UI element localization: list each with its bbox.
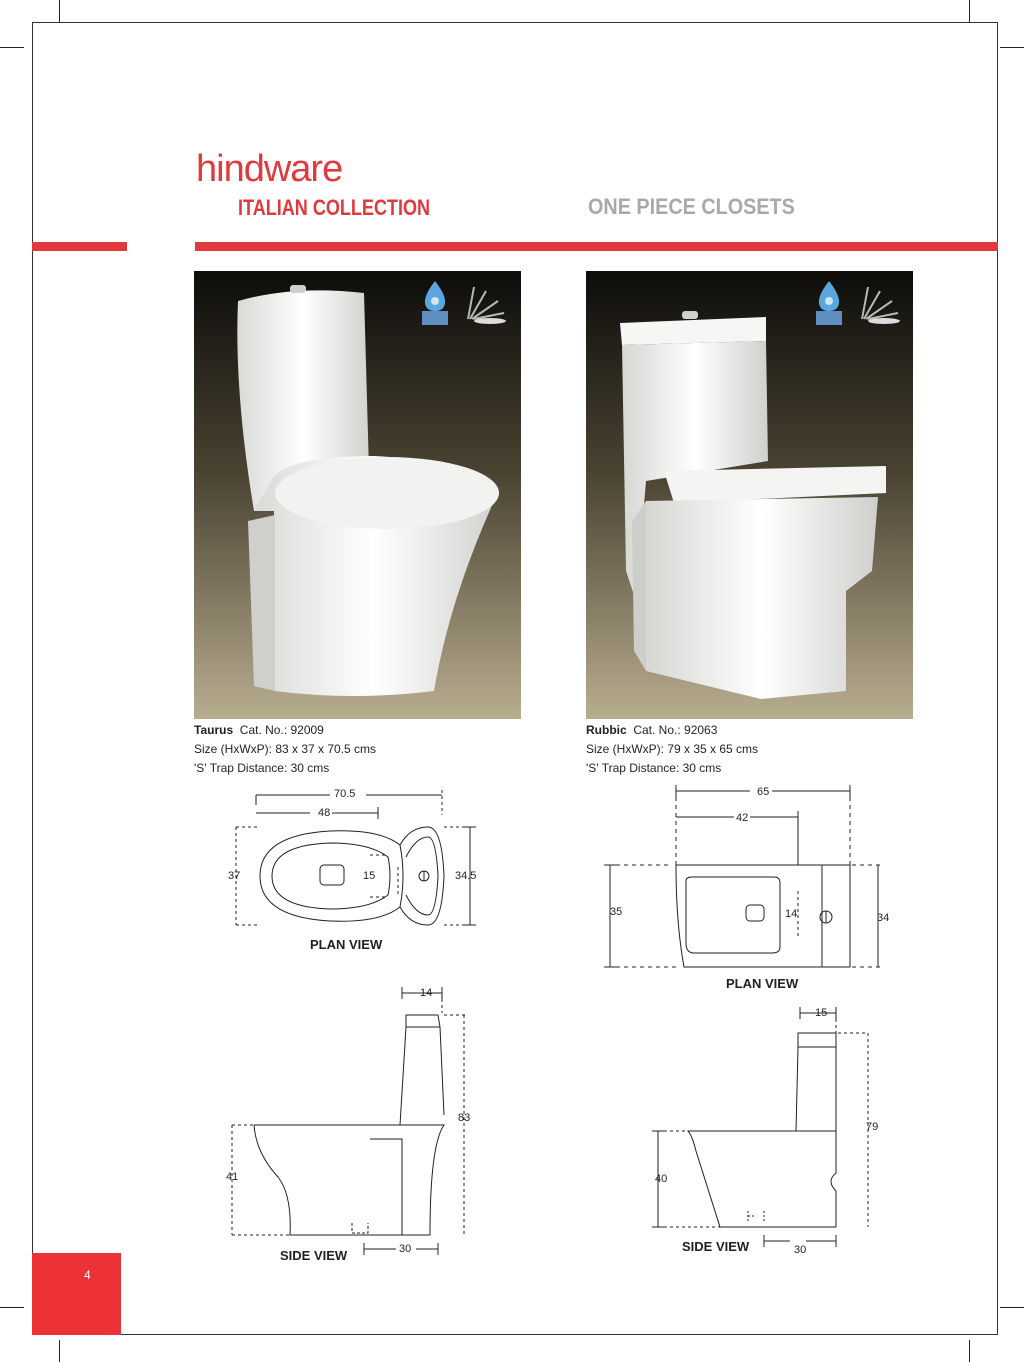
product-caption-rubbic (586, 721, 906, 778)
crop-mark (0, 47, 24, 48)
dimension-height: 83 (458, 1112, 471, 1124)
dimension-tank-width: 34 (877, 912, 890, 924)
trim-line (32, 22, 33, 1335)
trap-distance: 'S' Trap Distance: 30 cms (194, 761, 330, 775)
dimension-trap-distance: 30 (399, 1243, 412, 1255)
dimension-fixing: 14 (785, 908, 798, 920)
collection-name: ITALIAN COLLECTION (238, 195, 431, 220)
dimension-fixing: 15 (363, 870, 376, 882)
product-name: Taurus (194, 723, 234, 737)
crop-mark (969, 0, 970, 22)
crop-mark (0, 1307, 24, 1308)
dimension-seat-height: 40 (655, 1173, 668, 1185)
product-caption-taurus (194, 721, 514, 778)
header-bar-left (32, 242, 127, 251)
dimension-height: 79 (866, 1121, 879, 1133)
plan-view-label: PLAN VIEW (310, 937, 383, 952)
brand-logo: hindware (196, 148, 343, 190)
dimension-seat-height: 41 (226, 1171, 239, 1183)
crop-mark (59, 0, 60, 22)
water-drop-icon (418, 277, 468, 334)
crop-mark (1000, 1307, 1024, 1308)
trim-line (32, 1334, 998, 1335)
header-bar-right (195, 242, 998, 251)
page-number-box (32, 1253, 121, 1335)
dimension-tank-depth: 15 (815, 1007, 828, 1019)
page-title: ONE PIECE CLOSETS (588, 194, 795, 219)
dimension-tank-width: 34.5 (455, 870, 477, 882)
product-photo-rubbic (586, 271, 913, 719)
dimension-trap-distance: 30 (794, 1244, 807, 1256)
product-photo-taurus (194, 271, 521, 719)
soft-close-icon (858, 281, 902, 330)
crop-mark (59, 1340, 60, 1362)
water-drop-icon (812, 277, 862, 334)
trim-line (997, 22, 998, 1335)
dimension-overall-length: 65 (757, 786, 770, 798)
product-name: Rubbic (586, 723, 627, 737)
catalogue-number: Cat. No.: 92063 (633, 723, 718, 737)
product-size: Size (HxWxP): 83 x 37 x 70.5 cms (194, 742, 377, 756)
plan-view-label: PLAN VIEW (726, 976, 799, 991)
side-view-drawing-taurus (220, 985, 480, 1263)
soft-close-icon (464, 281, 508, 330)
crop-mark (1000, 47, 1024, 48)
dimension-width: 35 (610, 906, 623, 918)
side-view-drawing-rubbic (640, 1005, 890, 1260)
dimension-bowl-length: 42 (736, 812, 749, 824)
page-number: 4 (84, 1268, 91, 1282)
side-view-label: SIDE VIEW (682, 1239, 750, 1254)
trap-distance: 'S' Trap Distance: 30 cms (586, 761, 722, 775)
dimension-tank-depth: 14 (420, 987, 433, 999)
dimension-overall-length: 70.5 (334, 788, 356, 800)
catalogue-number: Cat. No.: 92009 (239, 723, 324, 737)
crop-mark (969, 1340, 970, 1362)
side-view-label: SIDE VIEW (280, 1248, 348, 1263)
dimension-bowl-length: 48 (318, 807, 331, 819)
plan-view-drawing-taurus (220, 785, 490, 930)
trim-line (32, 22, 998, 23)
dimension-width: 37 (228, 870, 241, 882)
product-size: Size (HxWxP): 79 x 35 x 65 cms (586, 742, 759, 756)
